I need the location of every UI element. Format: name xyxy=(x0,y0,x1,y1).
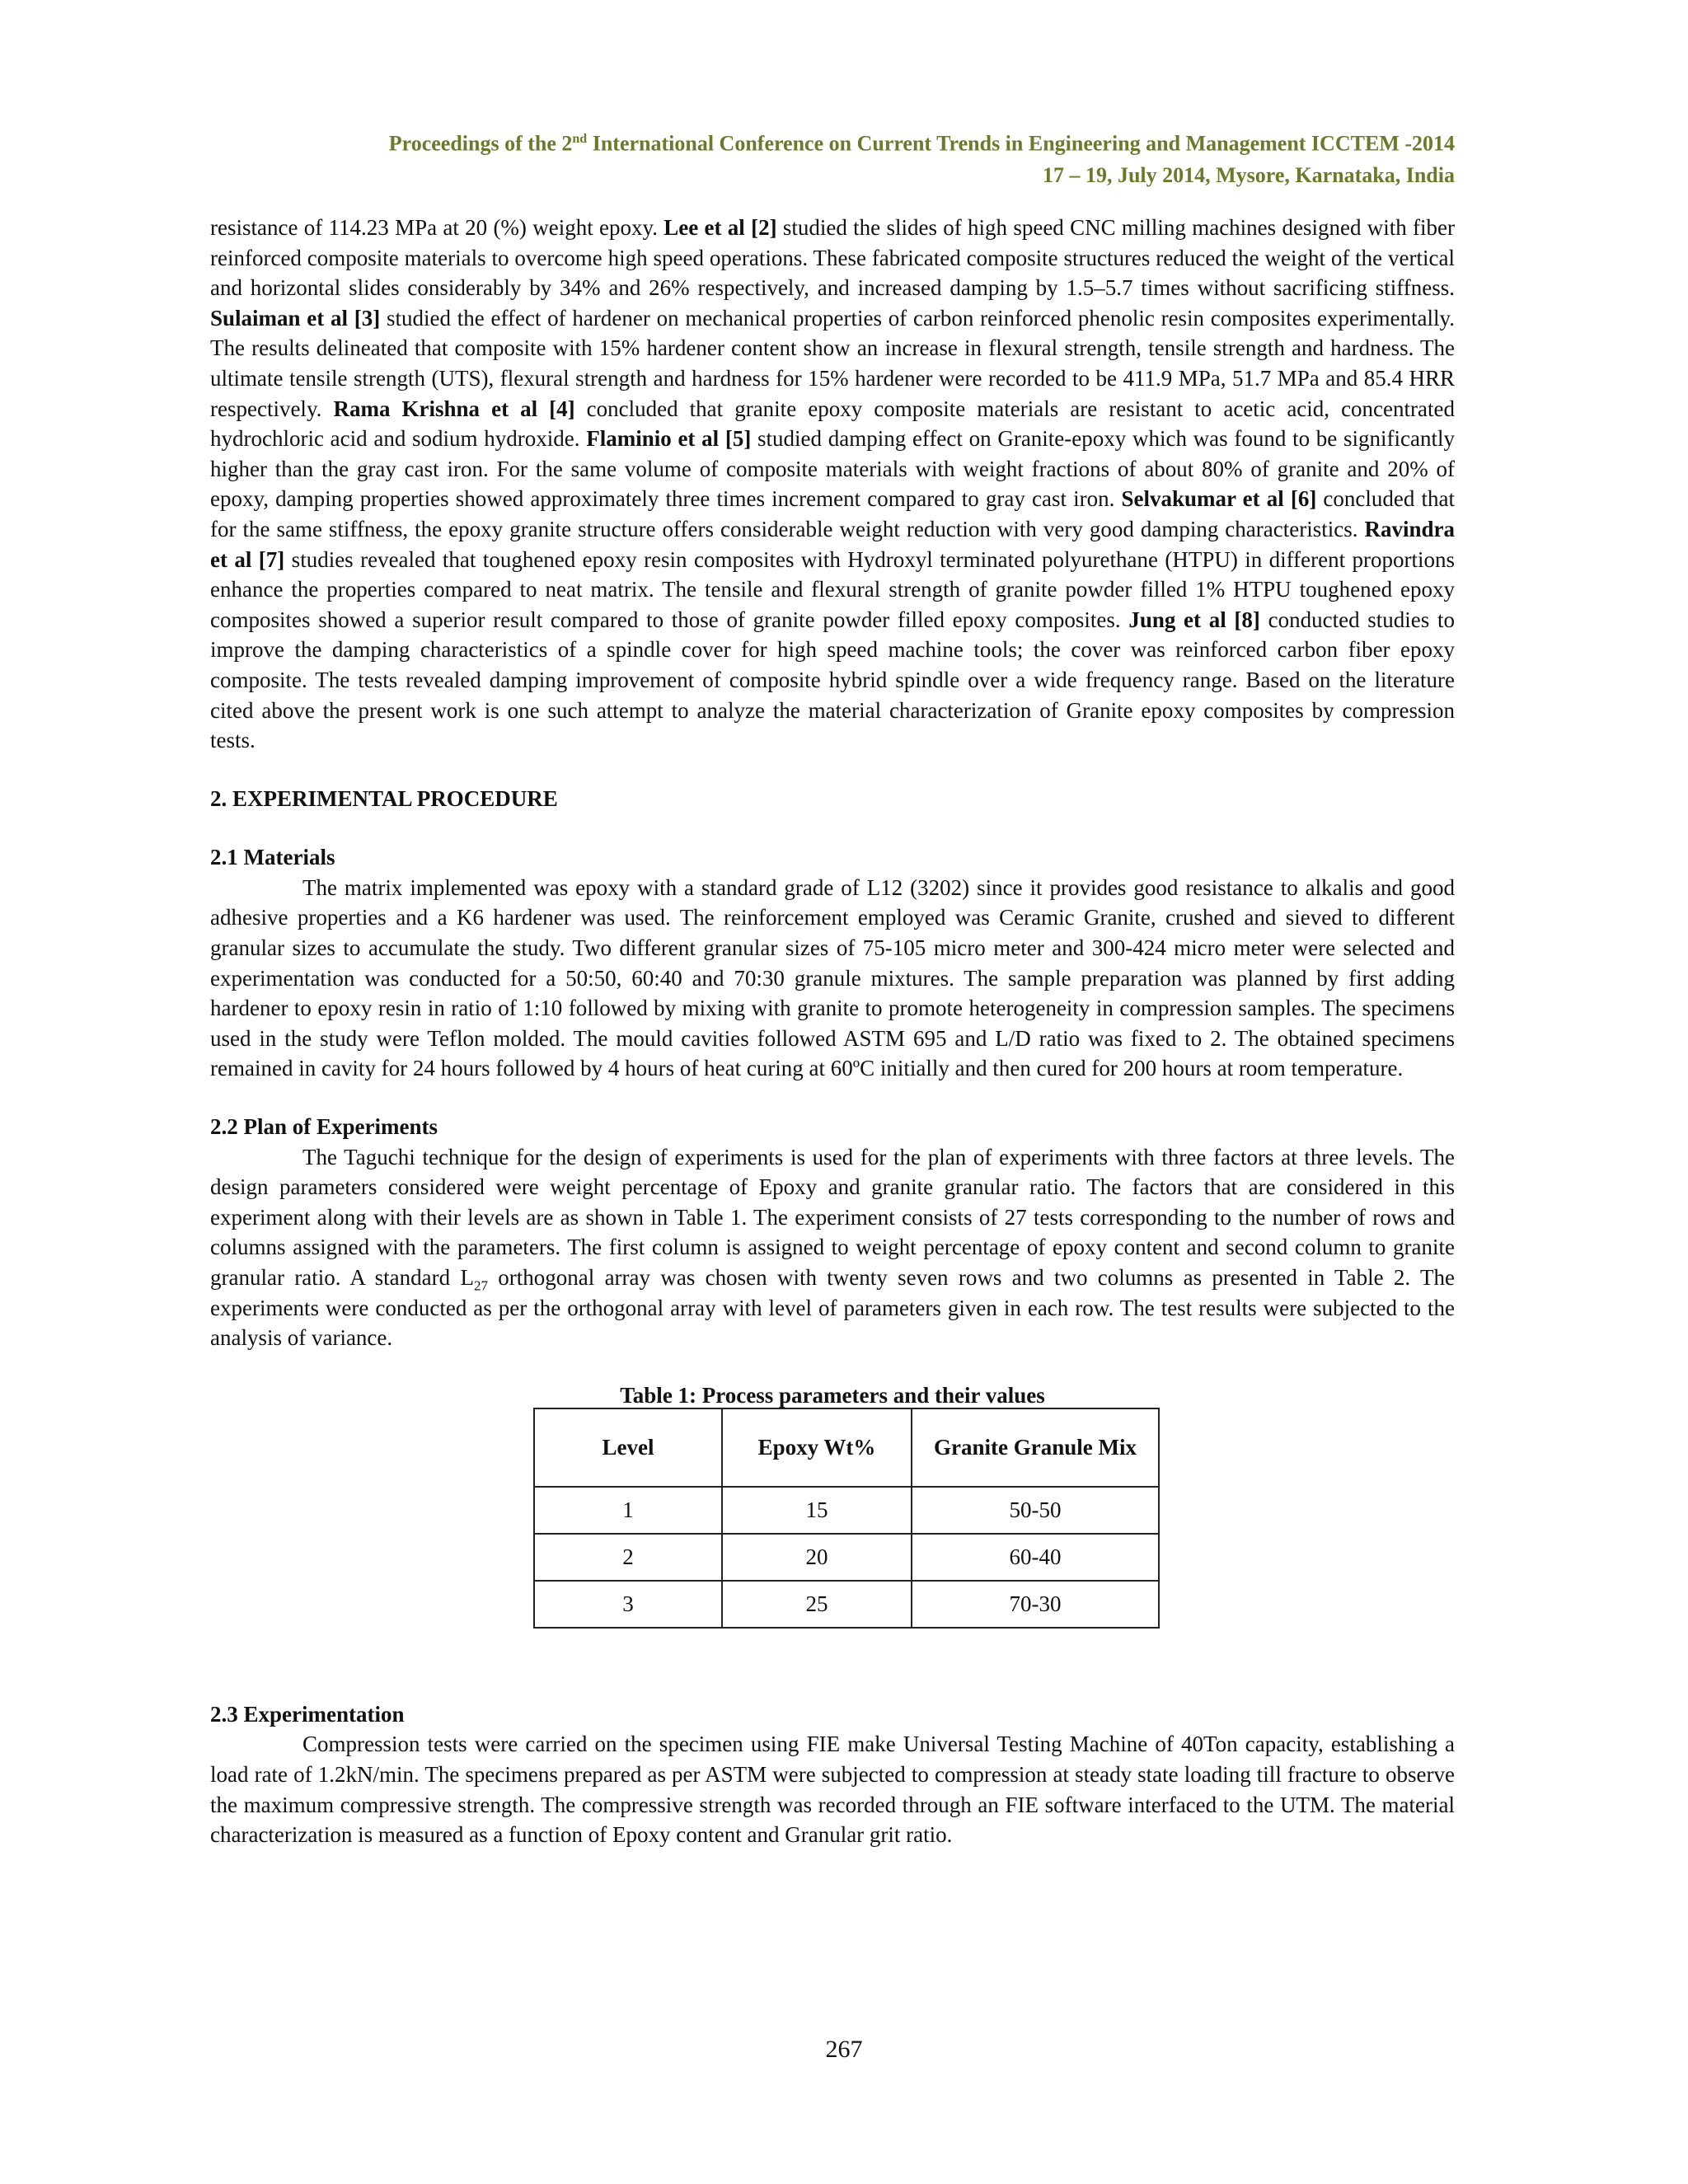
table-cell: 1 xyxy=(534,1487,722,1534)
table-cell: 25 xyxy=(722,1581,912,1628)
table-header-cell: Granite Granule Mix xyxy=(912,1408,1159,1487)
table-row xyxy=(534,1581,1159,1628)
table-row xyxy=(534,1487,1159,1534)
table-header-row xyxy=(534,1408,1159,1487)
header-line-1: Proceedings of the 2nd International Conference on Current Trends in Engineering and Management ICCTEM -2014 xyxy=(388,131,1455,156)
table-cell: 70-30 xyxy=(912,1581,1159,1628)
table-caption: Table 1: Process parameters and their values xyxy=(620,1382,1045,1408)
experimentation-paragraph: Compression tests were carried on the specimen using FIE make Universal Testing Machine of 40Ton capacity, establishing a load rate of 1.2kN/min. The specimens prepared as per ASTM were subjected to compression at steady state loading till fracture to observe the maximum compressive strength. The compressive strength was recorded through an FIE software interfaced to the UTM. The material characterization is measured as a function of Epoxy content and Granular grit ratio. xyxy=(210,1732,1455,1848)
subsection-heading-materials: 2.1 Materials xyxy=(210,845,335,870)
table-cell: 50-50 xyxy=(912,1487,1159,1534)
table-header-cell: Epoxy Wt% xyxy=(722,1408,912,1487)
table-header-cell: Level xyxy=(534,1408,722,1487)
table-cell: 2 xyxy=(534,1534,722,1581)
page-body xyxy=(210,213,1455,1850)
table-cell: 60-40 xyxy=(912,1534,1159,1581)
running-header xyxy=(210,124,1455,191)
materials-paragraph: The matrix implemented was epoxy with a standard grade of L12 (3202) since it provides good resistance to alkalis and good adhesive properties and a K6 hardener was used. The reinforcement employed was Ceramic Granite, crushed and sieved to different granular sizes to accumulate the study. Two different granular sizes of 75-105 micro meter and 300-424 micro meter were selected and experimentation was conducted for a 50:50, 60:40 and 70:30 granule mixtures. The sample preparation was planned by first adding hardener to epoxy resin in ratio of 1:10 followed by mixing with granite to promote heterogeneity in compression samples. The specimens used in the study were Teflon molded. The mould cavities followed ASTM 695 and L/D ratio was fixed to 2. The obtained specimens remained in cavity for 24 hours followed by 4 hours of heat curing at 60ºC initially and then cured for 200 hours at room temperature. xyxy=(210,874,1455,1081)
section-heading-experimental: 2. EXPERIMENTAL PROCEDURE xyxy=(210,785,558,811)
table-cell: 15 xyxy=(722,1487,912,1534)
table-row xyxy=(534,1534,1159,1581)
header-line-2: 17 – 19, July 2014, Mysore, Karnataka, India xyxy=(1042,162,1455,187)
table-cell: 3 xyxy=(534,1581,722,1628)
page-number: 267 xyxy=(825,2036,863,2063)
process-parameters-table xyxy=(533,1408,1160,1629)
intro-paragraph: resistance of 114.23 MPa at 20 (%) weight epoxy. Lee et al [2] studied the slides of high speed CNC milling machines designed with fiber reinforced composite materials to overcome high speed operations. These fabricated composite structures reduced the weight of the vertical and horizontal slides considerably by 34% and 26% respectively, and increased damping by 1.5–5.7 times without sacrificing stiffness. Sulaiman et al [3] studied the effect of hardener on mechanical properties of carbon reinforced phenolic resin composites experimentally. The results delineated that composite with 15% hardener content show an increase in flexural strength, tensile strength and hardness. The ultimate tensile strength (UTS), flexural strength and hardness for 15% hardener were recorded to be 411.9 MPa, 51.7 MPa and 85.4 HRR respectively. Rama Krishna et al [4] concluded that granite epoxy composite materials are resistant to acetic acid, concentrated hydrochloric acid and sodium hydroxide. Flaminio et al [5] studied damping effect on Granite-epoxy which was found to be significantly higher than the gray cast iron. For the same volume of composite materials with weight fractions of about 80% of granite and 20% of epoxy, damping properties showed approximately three times increment compared to gray cast iron. Selvakumar et al [6] concluded that for the same stiffness, the epoxy granite structure offers considerable weight reduction with very good damping characteristics. Ravindra et al [7] studies revealed that toughened epoxy resin composites with Hydroxyl terminated polyurethane (HTPU) in different proportions enhance the properties compared to neat matrix. The tensile and flexural strength of granite powder filled 1% HTPU toughened epoxy composites showed a superior result compared to those of granite powder filled epoxy composites. Jung et al [8] conducted studies to improve the damping characteristics of a spindle cover for high speed machine tools; the cover was reinforced carbon fiber epoxy composite. The tests revealed damping improvement of composite hybrid spindle over a wide frequency range. Based on the literature cited above the present work is one such attempt to analyze the material characterization of Granite epoxy composites by compression tests. xyxy=(210,215,1456,753)
plan-paragraph: The Taguchi technique for the design of experiments is used for the plan of experiments with three factors at three levels. The design parameters considered were weight percentage of Epoxy and granite granular ratio. The factors that are considered in this experiment along with their levels are as shown in Table 1. The experiment consists of 27 tests corresponding to the number of rows and columns assigned with the parameters. The first column is assigned to weight percentage of epoxy content and second column to granite granular ratio. A standard $L_{27}$ orthogonal array was chosen with twenty seven rows and two columns as presented in Table 2. The experiments were conducted as per the orthogonal array with level of parameters given in each row. The test results were subjected to the analysis of variance. xyxy=(210,1144,1455,1351)
table-cell: 20 xyxy=(722,1534,912,1581)
subsection-heading-plan: 2.2 Plan of Experiments xyxy=(210,1114,438,1140)
subsection-heading-experimentation: 2.3 Experimentation xyxy=(210,1701,405,1727)
